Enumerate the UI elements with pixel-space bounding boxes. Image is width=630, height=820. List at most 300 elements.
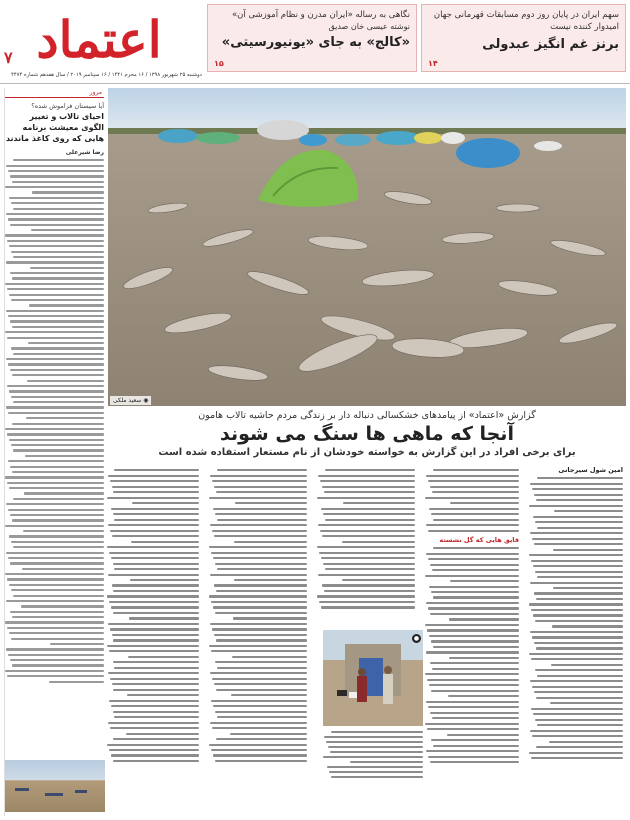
text-line [537,675,623,677]
text-line [6,406,104,408]
article-column-4 [206,466,310,816]
text-line [9,439,104,441]
text-line [324,590,415,592]
text-line [5,428,104,430]
text-line [449,618,519,620]
text-line [112,584,199,586]
text-line [13,353,104,355]
text-line [7,337,104,339]
text-line [13,498,104,500]
logo-text: اعتماد [36,9,162,69]
text-line [321,606,415,608]
text-line [322,584,415,586]
text-line [532,488,623,490]
text-line [216,590,307,592]
text-line [535,719,623,721]
text-line [209,645,307,647]
text-line [324,491,415,493]
text-line [343,502,415,504]
camera-icon: ◉ [143,397,149,404]
text-line [111,754,199,756]
text-line [109,749,199,751]
text-line [429,684,519,686]
text-line [450,580,519,582]
text-line [5,525,104,527]
text-line [13,256,104,258]
text-line [210,574,307,576]
text-line [112,634,199,636]
teaser-kicker: نگاهی به رساله «ایران مدرن و نظام آموزشی آن» [231,10,410,20]
text-line [217,568,307,570]
text-line [109,552,199,554]
text-line [127,694,199,696]
text-line [13,449,104,451]
text-line [533,516,623,518]
text-line [328,746,423,748]
text-line [321,557,415,559]
text-line [5,234,104,236]
text-line [536,499,623,501]
column-text [209,469,307,762]
article-byline: امین شول سیرجانی [558,466,623,474]
text-line [529,603,623,605]
text-line [27,380,104,382]
text-line [432,569,519,571]
text-line [113,513,199,515]
article-column-1 [526,466,626,816]
text-line [230,733,307,735]
text-line [430,613,519,615]
article-subheadline: برای برخی افراد در این گزارش به خواسته خودشان از نام مستعار استفاده شده است [158,447,576,458]
text-line [214,535,307,537]
text-line [428,558,519,560]
text-line [216,491,307,493]
text-line [108,574,199,576]
text-line [112,535,199,537]
text-line [428,706,519,708]
text-line [535,669,623,671]
text-line [534,592,623,594]
text-line [433,646,519,648]
text-line [113,639,199,641]
text-line [9,390,104,392]
text-line [13,595,104,597]
sidebar-byline: رضا شیرعلی [65,149,104,156]
text-line [324,736,423,738]
text-line [531,658,623,660]
text-line [432,491,519,493]
text-line [318,475,415,477]
teaser-page-number: ۱۵ [214,59,224,68]
text-line [350,761,423,763]
text-line [450,502,519,504]
text-line [32,191,104,193]
column-text [425,469,519,532]
article-headline[interactable]: آنجا که ماهی ها سنگ می شوند [220,423,514,445]
text-line [212,628,307,630]
text-line [111,606,199,608]
text-line [8,315,104,317]
text-line [331,731,423,733]
text-line [533,614,623,616]
text-line [8,412,104,414]
text-line [10,514,104,516]
text-line [428,480,519,482]
text-line [537,724,623,726]
text-line [10,224,104,226]
text-line [50,643,104,645]
text-line [10,369,104,371]
teaser-page-number: ۱۴ [428,59,438,68]
text-line [114,568,199,570]
text-line [549,741,623,743]
text-line [210,475,307,477]
text-line [11,444,104,446]
text-line [11,251,104,253]
text-line [30,267,104,269]
text-line [427,679,519,681]
text-line [431,513,519,515]
text-line [428,607,519,609]
photo-credit-name: سعید ملکی [113,397,142,404]
text-line [532,735,623,737]
text-line [21,605,104,607]
text-line [5,331,104,333]
text-line [109,601,199,603]
text-line [107,645,199,647]
text-line [112,486,199,488]
text-line [7,578,104,580]
text-line [530,730,623,732]
text-line [110,480,199,482]
text-line [8,170,104,172]
text-line [110,727,199,729]
text-line [9,632,104,634]
text-line [22,568,104,570]
text-line [323,756,423,758]
text-line [429,635,519,637]
text-line [8,218,104,220]
text-line [6,648,104,650]
text-line [113,563,199,565]
teaser-headline: برنز غم انگیز عبدولی [482,37,619,52]
text-line [535,571,623,573]
text-line [11,541,104,543]
column-text [425,547,519,763]
inset-photo-caption [323,728,423,781]
text-line [533,713,623,715]
text-line [111,705,199,707]
text-line [26,417,104,419]
text-line [7,627,104,629]
text-line [426,701,519,703]
text-line [5,283,104,285]
text-line [25,455,104,457]
text-line [215,563,307,565]
text-line [11,638,104,640]
teaser-sports[interactable] [421,4,626,72]
text-line [5,621,104,623]
text-line [6,213,104,215]
text-line [10,611,104,613]
text-line [8,557,104,559]
text-line [531,560,623,562]
text-line [213,508,307,510]
text-line [331,776,423,778]
text-line [107,546,199,548]
text-line [427,728,519,730]
text-line [12,181,104,183]
text-line [8,654,104,656]
inset-photo-illustration [323,630,423,726]
text-line [536,647,623,649]
article-column-2 [422,466,522,816]
text-line [211,749,307,751]
text-line [9,584,104,586]
text-line [210,672,307,674]
text-line [325,519,415,521]
text-line [233,617,307,619]
text-line [28,342,104,344]
text-line [9,487,104,489]
text-line [5,573,104,575]
text-line [532,636,623,638]
text-line [317,497,415,499]
text-line [532,538,623,540]
text-line [429,586,519,588]
text-line [430,761,519,763]
text-line [49,681,104,683]
text-line [209,546,307,548]
text-line [10,466,104,468]
text-line [213,705,307,707]
text-line [8,460,104,462]
text-line [426,553,519,555]
text-line [216,639,307,641]
text-line [530,582,623,584]
text-line [7,675,104,677]
text-line [13,401,104,403]
text-line [11,299,104,301]
text-line [215,760,307,762]
text-line [211,601,307,603]
text-line [113,738,199,740]
text-line [325,469,415,471]
text-line [108,672,199,674]
text-line [6,503,104,505]
newspaper-logo[interactable] [4,4,194,74]
text-line [552,625,623,627]
photo-credit [110,396,151,405]
text-line [109,700,199,702]
text-line [212,530,307,532]
text-line [214,683,307,685]
text-line [210,524,307,526]
text-line [6,552,104,554]
text-line [113,590,199,592]
text-line [427,629,519,631]
sidebar-headline[interactable]: احیای تالاب و تغییر الگوی معیشت برنامه هایی که روی کاغذ ماندند [5,112,104,143]
text-line [12,277,104,279]
text-line [112,683,199,685]
text-line [319,601,415,603]
text-line [429,508,519,510]
text-line [212,480,307,482]
text-line [551,664,623,666]
text-line [130,579,199,581]
text-line [108,722,199,724]
teaser-book-review[interactable] [207,4,417,72]
text-line [432,668,519,670]
text-line [10,320,104,322]
text-line [12,471,104,473]
text-line [113,760,199,762]
text-line [430,712,519,714]
text-line [319,552,415,554]
text-line [107,744,199,746]
article-subhead: قایق هایی که گل نشسته [439,535,519,544]
text-line [529,653,623,655]
sidebar-kicker: آیا سیستان فراموش شده؟ [31,102,104,110]
text-line [6,165,104,167]
text-line [114,667,199,669]
text-line [234,579,308,581]
text-line [24,492,104,494]
text-line [212,727,307,729]
text-line [10,659,104,661]
text-line [12,423,104,425]
teaser-kicker: سهم ایران در پایان روز دوم مسابقات قهرمانی جهان امیدوار کننده نیست [433,10,619,32]
text-line [213,557,307,559]
text-line [215,711,307,713]
text-line [536,598,623,600]
text-line [317,546,415,548]
text-line [213,754,307,756]
text-line [7,433,104,435]
text-line [7,288,104,290]
teaser-subkicker: نوشته عیسی خان صدیق [328,22,410,31]
text-line [425,497,519,499]
text-line [322,535,415,537]
text-line [326,741,423,743]
text-line [13,546,104,548]
text-line [209,497,307,499]
text-line [215,661,307,663]
text-line [126,733,199,735]
text-line [234,541,307,543]
text-line [425,575,519,577]
text-line [6,600,104,602]
text-line [447,734,519,736]
text-line [426,524,519,526]
text-line [113,711,199,713]
logo-issue-mark: ٧ [4,50,13,67]
text-line [537,477,623,479]
text-line [231,694,307,696]
text-line [23,530,104,532]
text-line [13,208,104,210]
text-line [131,541,199,543]
text-line [110,628,199,630]
text-line [531,609,623,611]
text-line [113,612,199,614]
sidebar-column [4,88,104,816]
text-line [113,661,199,663]
text-line [430,486,519,488]
text-line [209,744,307,746]
text-line [11,589,104,591]
text-line [430,564,519,566]
text-line [212,678,307,680]
text-line [108,524,199,526]
text-line [533,565,623,567]
text-line [534,543,623,545]
text-line [322,486,415,488]
column-text [529,477,623,759]
teaser-headline: «کالج» به جای «یونیورسیتی» [221,35,410,50]
text-line [6,310,104,312]
text-line [426,750,519,752]
column-text [317,469,415,608]
text-line [530,532,623,534]
text-line [530,680,623,682]
text-line [113,491,199,493]
inset-photo-family [323,630,423,726]
text-line [10,175,104,177]
text-line [428,756,519,758]
text-line [431,739,519,741]
text-line [433,519,519,521]
text-line [214,486,307,488]
text-line [321,508,415,510]
text-line [108,475,199,477]
text-line [318,574,415,576]
article-kicker: گزارش «اعتماد» از پیامدهای خشکسالی دنباله دار بر زندگی مردم حاشیه تالاب هامون [198,410,536,421]
masthead [0,0,630,84]
text-line [531,708,623,710]
text-line [12,664,104,666]
text-line [113,689,199,691]
text-line [5,670,104,672]
text-line [537,527,623,529]
text-line [8,509,104,511]
text-line [111,557,199,559]
text-line [537,576,623,578]
text-line [132,502,199,504]
text-line [10,562,104,564]
text-line [232,656,307,658]
text-line [431,591,519,593]
text-line [7,482,104,484]
text-line [433,547,519,549]
text-line [107,497,199,499]
text-line [9,535,104,537]
main-photo-illustration [108,88,626,406]
text-line [529,554,623,556]
text-line [553,549,623,551]
sidebar-tag: مرور [5,88,104,98]
text-line [7,385,104,387]
text-line [529,505,623,507]
text-line [550,702,623,704]
text-line [433,596,519,598]
text-line [114,716,199,718]
text-line [433,745,519,747]
text-line [29,304,104,306]
text-line [114,519,199,521]
text-line [9,245,104,247]
text-line [107,595,199,597]
